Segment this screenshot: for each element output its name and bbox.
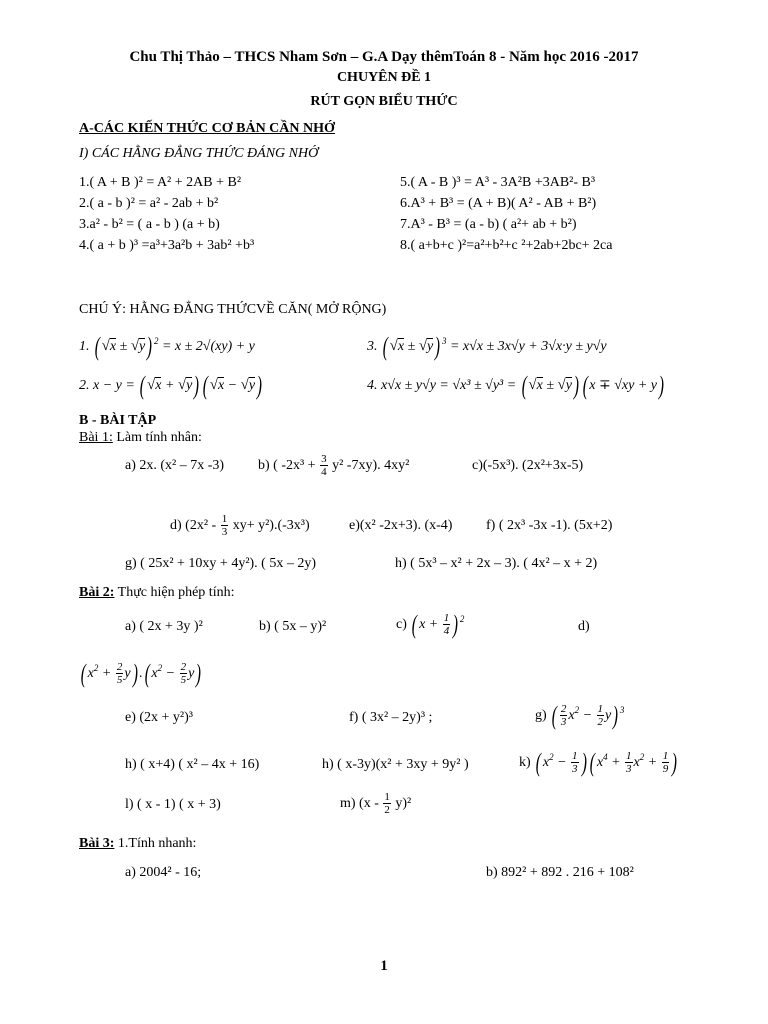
ex2-d-expression: ( $x^2$ + $\frac{2}{5}$ y) .( $x^2$ − $\frac{2}{5}$ y) (80, 658, 202, 688)
ex1-h: h) ( 5x³ – x² + 2x – 3). ( 4x² – x + 2) (395, 556, 598, 571)
ex1-b: b) ( -2x³ + $\frac{3}{4}$ y² -7xy). 4xy² (258, 453, 410, 479)
identity-8: 8.( a+b+c )²=a²+b²+c ²+2ab+2bc+ 2ca (400, 238, 613, 253)
ex3-b: b) 892² + 892 . 216 + 108² (486, 865, 634, 880)
ex1-d: d) (2x² - $\frac{1}{3}$ xy+ y²).(-3x³) (170, 513, 310, 539)
chapter-label: CHUYÊN ĐỀ 1 (336, 70, 432, 85)
document-header: Chu Thị Thảo – THCS Nham Sơn – G.A Dạy thêmToán 8 - Năm học 2016 -2017 (129, 49, 639, 65)
root-formula-3: 3. ( √x ± √y) $^3$ = x√x ± 3x√y + 3√x·y ± y√y (367, 331, 607, 361)
ex1-g: g) ( 25x² + 10xy + 4y²). ( 5x – 2y) (125, 556, 316, 571)
ex1-f: f) ( 2x³ -3x -1). (5x+2) (486, 518, 613, 533)
identity-1: 1.( A + B )² = A² + 2AB + B² (79, 175, 242, 190)
root-identities-note: CHÚ Ý: HẰNG ĐẲNG THỨCVỀ CĂN( MỞ RỘNG) (79, 302, 387, 317)
identity-4: 4.( a + b )³ =a³+3a²b + 3ab² +b³ (79, 238, 255, 253)
identity-7: 7.A³ - B³ = (a - b) ( a²+ ab + b²) (400, 217, 577, 232)
exercise-1-heading: Bài 1: Làm tính nhân: (79, 430, 202, 445)
page-number: 1 (380, 958, 388, 974)
ex2-f: f) ( 3x² – 2y)³ ; (349, 710, 433, 725)
chapter-title: RÚT GỌN BIỂU THỨC (310, 94, 458, 109)
ex3-a: a) 2004² - 16; (125, 865, 202, 880)
identity-2: 2.( a - b )² = a² - 2ab + b² (79, 196, 219, 211)
ex2-m: m) (x - $\frac{1}{2}$ y)² (340, 791, 412, 817)
ex2-l: l) ( x - 1) ( x + 3) (125, 797, 221, 812)
identity-3: 3.a² - b² = ( a - b ) (a + b) (79, 217, 220, 232)
ex2-h-second: h) ( x-3y)(x² + 3xy + 9y² ) (322, 757, 469, 772)
ex1-c: c)(-5x³). (2x²+3x-5) (472, 458, 584, 473)
root-formula-2: 2. x − y = ( √x + √y) ( √x − √y) (79, 370, 262, 400)
ex2-g: g) ( $\frac{2}{3}$ $x^2$ − $\frac{1}{2}$ y) $^3$ (535, 700, 625, 730)
section-b-title: B - BÀI TẬP (79, 413, 157, 428)
ex1-a: a) 2x. (x² – 7x -3) (125, 458, 225, 473)
ex2-d: d) (578, 619, 590, 634)
exercise-3-heading: Bài 3: 1.Tính nhanh: (79, 836, 197, 851)
ex2-a: a) ( 2x + 3y )² (125, 619, 203, 634)
ex2-c: c) ( x + $\frac{1}{4}$ ) $^2$ (396, 609, 465, 639)
ex1-e: e)(x² -2x+3). (x-4) (349, 518, 453, 533)
identity-6: 6.A³ + B³ = (A + B)( A² - AB + B²) (400, 196, 597, 211)
root-formula-1: 1. ( √x ± √y) $^2$ = x ± 2√(xy) + y (79, 331, 255, 361)
ex2-e: e) (2x + y²)³ (125, 710, 193, 725)
section-a-subtitle: I) CÁC HẰNG ĐẲNG THỨC ĐÁNG NHỚ (79, 146, 319, 161)
ex2-h: h) ( x+4) ( x² – 4x + 16) (125, 757, 260, 772)
identity-5: 5.( A - B )³ = A³ - 3A²B +3AB²- B³ (400, 175, 596, 190)
ex2-k: k) ( $x^2$ − $\frac{1}{3}$ ) ( $x^4$ + $\frac{1}{3}$ $x^2$ + $\frac{1}{9}$ ) (519, 747, 678, 777)
root-formula-4: 4. x√x ± y√y = √x³ ± √y³ = ( √x ± √y) ( x ∓ √xy + y) (367, 370, 664, 400)
section-a-title: A-CÁC KIẾN THỨC CƠ BẢN CẦN NHỚ (79, 121, 335, 136)
ex2-b: b) ( 5x – y)² (259, 619, 327, 634)
exercise-2-heading: Bài 2: Thực hiện phép tính: (79, 585, 235, 600)
